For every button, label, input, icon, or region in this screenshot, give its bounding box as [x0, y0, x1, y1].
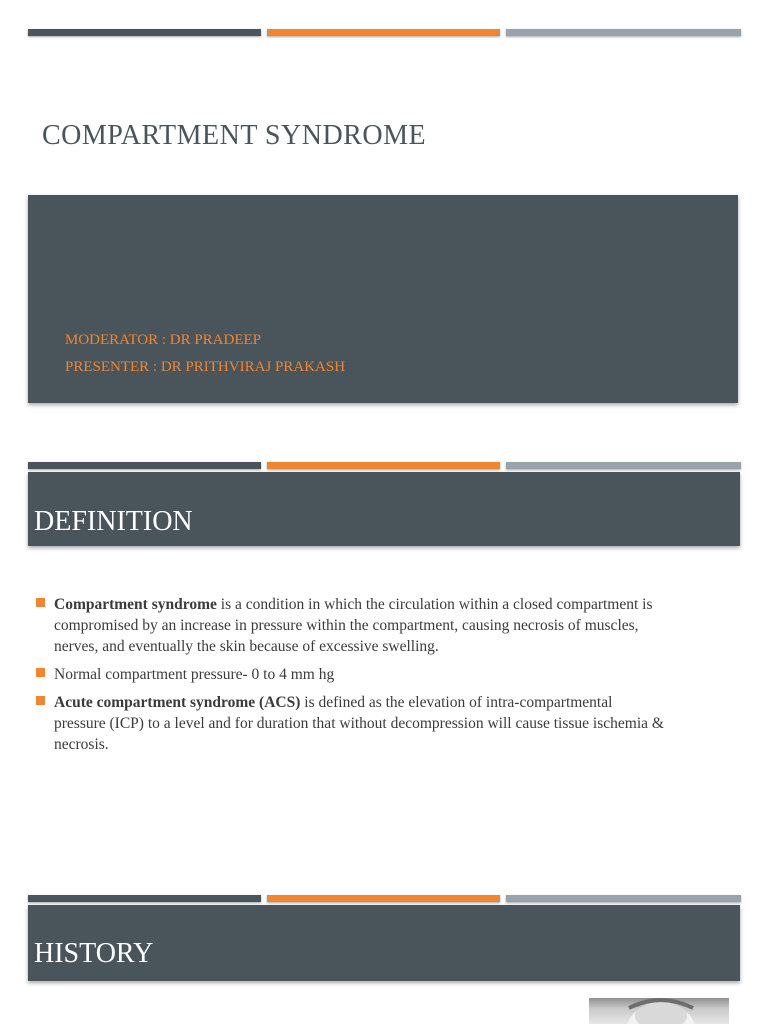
- history-header: [28, 905, 740, 981]
- bar-dark: [28, 29, 261, 36]
- bar-gray: [506, 29, 741, 36]
- portrait-photo: [589, 998, 729, 1024]
- bar-orange: [267, 895, 500, 902]
- bullet-item: [36, 664, 666, 685]
- history-title: HISTORY: [34, 938, 154, 969]
- square-bullet-icon: [36, 598, 45, 607]
- definition-title: DEFINITION: [34, 506, 193, 537]
- bar-gray: [506, 462, 741, 469]
- bar-dark: [28, 895, 261, 902]
- definition-header: [28, 472, 740, 546]
- square-bullet-icon: [36, 696, 45, 705]
- square-bullet-icon: [36, 668, 45, 677]
- bar-gray: [506, 895, 741, 902]
- bar-orange: [267, 462, 500, 469]
- bullet-item: [36, 692, 666, 755]
- bar-orange: [267, 29, 500, 36]
- bullet-bold-text: Compartment syndrome: [54, 596, 217, 613]
- bar-dark: [28, 462, 261, 469]
- bullet-bold-text: Acute compartment syndrome (ACS): [54, 694, 301, 711]
- bullet-item: [36, 594, 666, 657]
- definition-bullet-list: [36, 594, 666, 762]
- decorative-bars: [28, 462, 741, 470]
- bullet-text: Normal compartment pressure- 0 to 4 mm hg: [54, 666, 335, 683]
- subtitle-box: [28, 195, 738, 403]
- moderator-text: MODERATOR : DR PRADEEP: [65, 332, 262, 348]
- presenter-text: PRESENTER : DR PRITHVIRAJ PRAKASH: [65, 359, 346, 375]
- slide-title: COMPARTMENT SYNDROME: [42, 120, 427, 151]
- portrait-photo-graphic: [589, 998, 729, 1024]
- decorative-bars: [28, 895, 741, 903]
- decorative-bars: [28, 29, 741, 37]
- bullet-text: is a condition in which the circulation within a closed compartment is compromised by an increase in pressure within the compartment, causing necrosis of muscles, nerves, and eventually the skin because of excessive swelling.: [54, 596, 653, 655]
- bullet-text: is defined as the elevation of intra-compartmental pressure (ICP) to a level and for duration that without decompression will cause tissue ischemia & necrosis.: [54, 694, 664, 753]
